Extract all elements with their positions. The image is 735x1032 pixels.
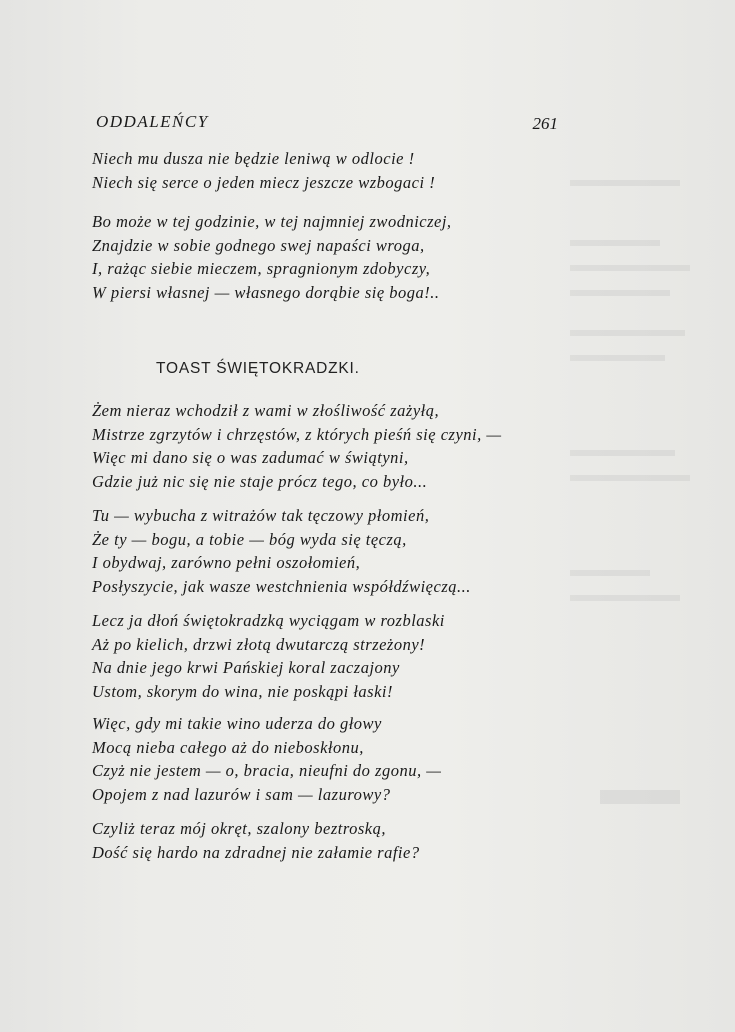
verse-line: Niech się serce o jeden miecz jeszcze wzbogaci ! xyxy=(92,172,436,192)
page-number: 261 xyxy=(532,114,558,133)
verse-line: Opojem z nad lazurów i sam — lazurowy? xyxy=(92,784,391,804)
verse-line: Więc, gdy mi takie wino uderza do głowy xyxy=(92,714,382,733)
running-title: ODDALEŃCY xyxy=(96,112,209,131)
verse-line: Lecz ja dłoń świętokradzką wyciągam w rozblaski xyxy=(92,611,445,630)
verse-line: Na dnie jego krwi Pańskiej koral zaczajony xyxy=(92,658,400,678)
stanza xyxy=(92,817,420,864)
stanza xyxy=(92,712,441,806)
verse-line: Mocą nieba całego aż do nieboskłonu, xyxy=(92,737,364,757)
verse-line: Tu — wybucha z witrażów tak tęczowy płomień, xyxy=(92,506,430,525)
verse-line: Więc mi dano się o was zadumać w świątyni, xyxy=(92,448,409,468)
verse-line: Gdzie już nic się nie staje prócz tego, co było... xyxy=(92,471,428,491)
verse-line: Żem nieraz wchodził z wami w złośliwość zażyłą, xyxy=(92,401,440,420)
stanza xyxy=(92,210,452,304)
verse-line: Aż po kielich, drzwi złotą dwutarczą strzeżony! xyxy=(92,634,426,654)
poem-title: TOAST ŚWIĘTOKRADZKI. xyxy=(156,360,360,377)
verse-line: Ustom, skorym do wina, nie poskąpi łaski! xyxy=(92,681,393,701)
stanza xyxy=(92,399,502,493)
verse-line: W piersi własnej — własnego dorąbie się boga!.. xyxy=(92,282,440,302)
stanza xyxy=(92,609,445,703)
verse-line: I obydwaj, zarówno pełni oszołomień, xyxy=(92,553,361,573)
verse-line: Niech mu dusza nie będzie leniwą w odlocie ! xyxy=(92,149,415,168)
stanza xyxy=(92,504,471,598)
verse-line: I, rażąc siebie mieczem, spragnionym zdobyczy, xyxy=(92,259,431,279)
verse-line: Czyliż teraz mój okręt, szalony beztroską, xyxy=(92,819,386,838)
verse-line: Posłyszycie, jak wasze westchnienia współdźwięczą... xyxy=(92,576,471,596)
verse-line: Mistrze zgrzytów i chrzęstów, z których pieśń się czyni, — xyxy=(92,424,502,444)
running-header xyxy=(96,112,558,136)
show-through-shadow xyxy=(560,150,700,850)
verse-line: Dość się hardo na zdradnej nie załamie rafie? xyxy=(92,842,420,862)
verse-line: Znajdzie w sobie godnego swej napaści wroga, xyxy=(92,235,425,255)
verse-line: Czyż nie jestem — o, bracia, nieufni do zgonu, — xyxy=(92,761,442,781)
verse-line: Że ty — bogu, a tobie — bóg wyda się tęczą, xyxy=(92,529,407,549)
stanza xyxy=(92,147,435,194)
verse-line: Bo może w tej godzinie, w tej najmniej zwodniczej, xyxy=(92,212,452,231)
